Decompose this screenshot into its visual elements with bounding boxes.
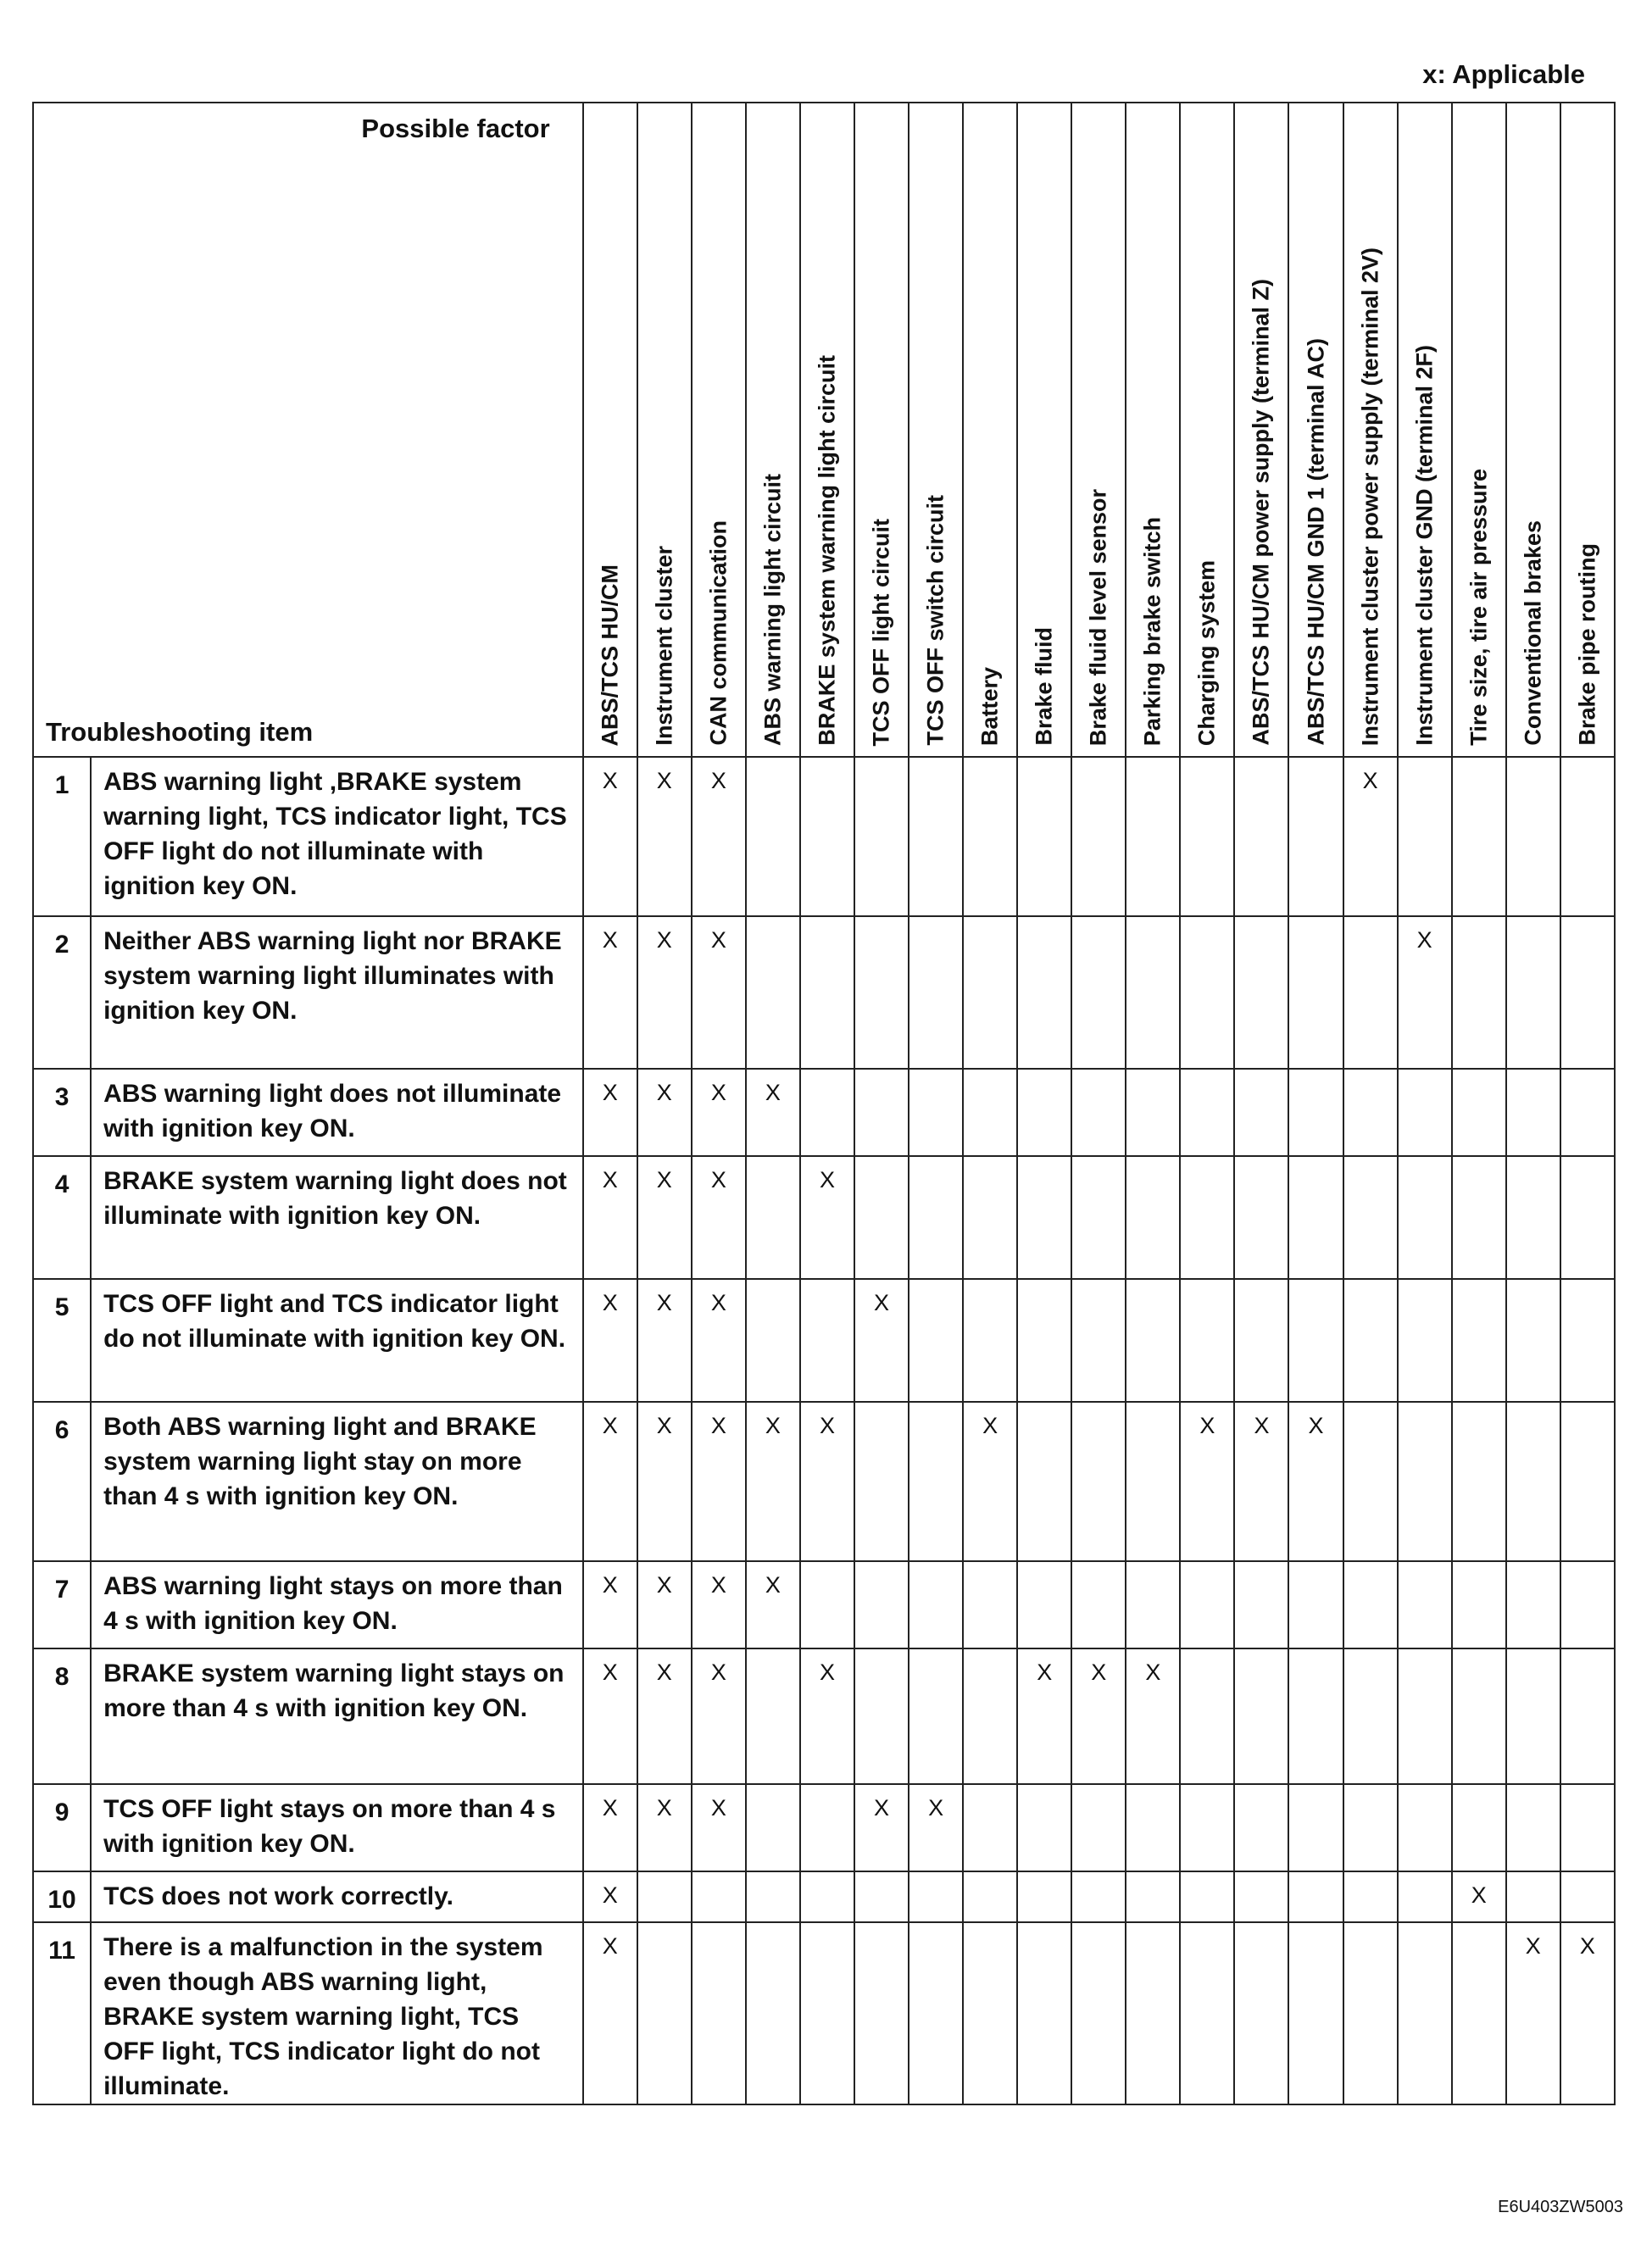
applicable-mark: X: [692, 1784, 746, 1871]
factor-label: ABS/TCS HU/CM: [597, 564, 623, 746]
applicable-mark: X: [746, 1069, 800, 1156]
empty-cell: [963, 1922, 1017, 2104]
row-number: 8: [33, 1648, 91, 1784]
row-description: BRAKE system warning light does not illuminate with ignition key ON.: [91, 1156, 583, 1279]
table-row: [33, 916, 1615, 1069]
factor-label: Instrument cluster power supply (terminal 2V): [1357, 247, 1383, 746]
empty-cell: [1180, 1279, 1234, 1402]
row-number: 2: [33, 916, 91, 1069]
factor-header-10: [1071, 103, 1126, 757]
empty-cell: [1017, 1279, 1071, 1402]
troubleshooting-rows: [33, 757, 1615, 2104]
applicable-mark: X: [637, 1279, 692, 1402]
empty-cell: [746, 1784, 800, 1871]
empty-cell: [1071, 1561, 1126, 1648]
applicable-mark: X: [637, 1156, 692, 1279]
factor-header-6: [854, 103, 909, 757]
applicable-mark: X: [692, 1069, 746, 1156]
legend-text: x: Applicable: [1422, 59, 1585, 89]
empty-cell: [1180, 1784, 1234, 1871]
empty-cell: [1288, 1648, 1343, 1784]
empty-cell: [746, 1279, 800, 1402]
empty-cell: [854, 1069, 909, 1156]
empty-cell: [692, 1871, 746, 1922]
applicable-mark: X: [583, 1871, 637, 1922]
empty-cell: [1071, 1402, 1126, 1561]
row-description: ABS warning light does not illuminate with ignition key ON.: [91, 1069, 583, 1156]
empty-cell: [1071, 916, 1126, 1069]
factor-label: Battery: [976, 666, 1003, 746]
factor-header-15: [1343, 103, 1398, 757]
empty-cell: [1126, 1156, 1180, 1279]
applicable-mark: X: [909, 1784, 963, 1871]
empty-cell: [1017, 1561, 1071, 1648]
applicable-mark: X: [637, 1784, 692, 1871]
applicable-mark: X: [637, 1402, 692, 1561]
applicable-mark: X: [1398, 916, 1452, 1069]
factor-label: CAN communication: [705, 520, 731, 746]
empty-cell: [963, 916, 1017, 1069]
empty-cell: [1343, 1402, 1398, 1561]
factor-label: Instrument cluster: [651, 546, 677, 746]
applicable-mark: X: [692, 916, 746, 1069]
empty-cell: [1017, 1156, 1071, 1279]
troubleshooting-item-label: Troubleshooting item: [46, 717, 314, 747]
empty-cell: [1288, 1561, 1343, 1648]
applicable-mark: X: [1288, 1402, 1343, 1561]
applicable-mark: X: [637, 1648, 692, 1784]
empty-cell: [1017, 1784, 1071, 1871]
empty-cell: [1506, 1069, 1560, 1156]
empty-cell: [1506, 1648, 1560, 1784]
empty-cell: [1560, 1561, 1615, 1648]
empty-cell: [1234, 916, 1288, 1069]
empty-cell: [1180, 916, 1234, 1069]
empty-cell: [1452, 1561, 1506, 1648]
empty-cell: [1288, 757, 1343, 916]
table-row: [33, 1402, 1615, 1561]
empty-cell: [1017, 1871, 1071, 1922]
factor-header-7: [909, 103, 963, 757]
row-description: TCS OFF light stays on more than 4 s with ignition key ON.: [91, 1784, 583, 1871]
empty-cell: [1343, 1156, 1398, 1279]
empty-cell: [909, 1871, 963, 1922]
empty-cell: [1506, 1279, 1560, 1402]
factor-label: Brake fluid level sensor: [1085, 488, 1111, 746]
empty-cell: [1398, 1648, 1452, 1784]
applicable-mark: X: [854, 1784, 909, 1871]
empty-cell: [963, 1648, 1017, 1784]
empty-cell: [1398, 1279, 1452, 1402]
factor-label: Tire size, tire air pressure: [1466, 469, 1492, 746]
factor-header-8: [963, 103, 1017, 757]
troubleshooting-matrix: [32, 102, 1616, 2105]
empty-cell: [1452, 1648, 1506, 1784]
empty-cell: [963, 1784, 1017, 1871]
table-row: [33, 757, 1615, 916]
applicable-mark: X: [637, 1561, 692, 1648]
row-number: 10: [33, 1871, 91, 1922]
applicable-mark: X: [800, 1648, 854, 1784]
empty-cell: [1343, 1871, 1398, 1922]
applicable-mark: X: [1343, 757, 1398, 916]
empty-cell: [1234, 1871, 1288, 1922]
empty-cell: [1234, 1561, 1288, 1648]
empty-cell: [1126, 1784, 1180, 1871]
empty-cell: [1506, 1402, 1560, 1561]
empty-cell: [1017, 1069, 1071, 1156]
factor-header-19: [1560, 103, 1615, 757]
empty-cell: [1452, 1402, 1506, 1561]
applicable-mark: X: [692, 1648, 746, 1784]
empty-cell: [1343, 1922, 1398, 2104]
empty-cell: [1180, 1156, 1234, 1279]
empty-cell: [909, 916, 963, 1069]
applicable-mark: X: [1452, 1871, 1506, 1922]
row-description: Neither ABS warning light nor BRAKE system warning light illuminates with ignition key ON.: [91, 916, 583, 1069]
empty-cell: [1452, 1784, 1506, 1871]
empty-cell: [1343, 916, 1398, 1069]
applicable-mark: X: [583, 1279, 637, 1402]
empty-cell: [909, 1922, 963, 2104]
empty-cell: [1452, 757, 1506, 916]
empty-cell: [1560, 1279, 1615, 1402]
empty-cell: [637, 1871, 692, 1922]
empty-cell: [746, 1648, 800, 1784]
empty-cell: [1071, 757, 1126, 916]
applicable-mark: X: [1506, 1922, 1560, 2104]
empty-cell: [909, 1648, 963, 1784]
factor-label: Charging system: [1193, 559, 1220, 746]
empty-cell: [1506, 1871, 1560, 1922]
row-description: TCS does not work correctly.: [91, 1871, 583, 1922]
header-corner-cell: [33, 103, 583, 757]
empty-cell: [1343, 1561, 1398, 1648]
applicable-mark: X: [746, 1402, 800, 1561]
applicable-mark: X: [583, 916, 637, 1069]
empty-cell: [1288, 1871, 1343, 1922]
empty-cell: [1071, 1156, 1126, 1279]
row-description: ABS warning light stays on more than 4 s with ignition key ON.: [91, 1561, 583, 1648]
applicable-mark: X: [800, 1402, 854, 1561]
empty-cell: [1180, 1561, 1234, 1648]
empty-cell: [1506, 1561, 1560, 1648]
factor-label: BRAKE system warning light circuit: [814, 355, 840, 746]
empty-cell: [1126, 916, 1180, 1069]
row-number: 1: [33, 757, 91, 916]
factor-header-5: [800, 103, 854, 757]
table-row: [33, 1069, 1615, 1156]
empty-cell: [1071, 1784, 1126, 1871]
table-row: [33, 1648, 1615, 1784]
empty-cell: [1180, 1871, 1234, 1922]
factor-label: Instrument cluster GND (terminal 2F): [1411, 345, 1438, 746]
empty-cell: [1452, 1922, 1506, 2104]
row-description: TCS OFF light and TCS indicator light do not illuminate with ignition key ON.: [91, 1279, 583, 1402]
empty-cell: [1288, 1279, 1343, 1402]
empty-cell: [800, 757, 854, 916]
empty-cell: [1126, 1069, 1180, 1156]
row-number: 7: [33, 1561, 91, 1648]
applicable-mark: X: [637, 916, 692, 1069]
empty-cell: [1452, 1279, 1506, 1402]
empty-cell: [800, 1922, 854, 2104]
figure-code: E6U403ZW5003: [1498, 2198, 1623, 2216]
applicable-mark: X: [583, 1561, 637, 1648]
empty-cell: [1234, 757, 1288, 916]
factor-header-18: [1506, 103, 1560, 757]
row-description: BRAKE system warning light stays on more than 4 s with ignition key ON.: [91, 1648, 583, 1784]
table-row: [33, 1784, 1615, 1871]
empty-cell: [1288, 1156, 1343, 1279]
empty-cell: [963, 1156, 1017, 1279]
empty-cell: [800, 1871, 854, 1922]
empty-cell: [854, 1402, 909, 1561]
applicable-mark: X: [637, 1069, 692, 1156]
table-row: [33, 1871, 1615, 1922]
row-number: 5: [33, 1279, 91, 1402]
empty-cell: [1506, 916, 1560, 1069]
applicable-mark: X: [637, 757, 692, 916]
empty-cell: [1126, 1871, 1180, 1922]
empty-cell: [1398, 1402, 1452, 1561]
empty-cell: [1398, 1561, 1452, 1648]
empty-cell: [1126, 1402, 1180, 1561]
empty-cell: [1560, 1156, 1615, 1279]
empty-cell: [1452, 1156, 1506, 1279]
empty-cell: [963, 1871, 1017, 1922]
empty-cell: [909, 1156, 963, 1279]
table-row: [33, 1279, 1615, 1402]
applicable-mark: X: [692, 1279, 746, 1402]
row-number: 6: [33, 1402, 91, 1561]
factor-header-17: [1452, 103, 1506, 757]
applicable-mark: X: [583, 1648, 637, 1784]
empty-cell: [1560, 1402, 1615, 1561]
empty-cell: [1288, 1922, 1343, 2104]
empty-cell: [1234, 1648, 1288, 1784]
empty-cell: [800, 1561, 854, 1648]
applicable-mark: X: [583, 757, 637, 916]
applicable-mark: X: [583, 1784, 637, 1871]
empty-cell: [1343, 1648, 1398, 1784]
factor-header-11: [1126, 103, 1180, 757]
row-description: There is a malfunction in the system even though ABS warning light, BRAKE system warning light, TCS OFF light, TCS indicator light do not illuminate.: [91, 1922, 583, 2104]
empty-cell: [909, 1561, 963, 1648]
empty-cell: [1343, 1784, 1398, 1871]
empty-cell: [746, 757, 800, 916]
empty-cell: [1234, 1156, 1288, 1279]
row-description: ABS warning light ,BRAKE system warning light, TCS indicator light, TCS OFF light do not illuminate with ignition key ON.: [91, 757, 583, 916]
empty-cell: [1017, 1402, 1071, 1561]
factor-label: TCS OFF switch circuit: [922, 495, 948, 746]
factor-header-4: [746, 103, 800, 757]
factor-label: ABS warning light circuit: [759, 473, 786, 746]
empty-cell: [1126, 1561, 1180, 1648]
empty-cell: [1452, 916, 1506, 1069]
empty-cell: [1234, 1279, 1288, 1402]
empty-cell: [1234, 1922, 1288, 2104]
table-row: [33, 1561, 1615, 1648]
empty-cell: [1180, 757, 1234, 916]
empty-cell: [746, 1156, 800, 1279]
empty-cell: [909, 1402, 963, 1561]
factor-header-2: [637, 103, 692, 757]
applicable-mark: X: [746, 1561, 800, 1648]
empty-cell: [692, 1922, 746, 2104]
empty-cell: [1560, 1871, 1615, 1922]
empty-cell: [963, 1069, 1017, 1156]
applicable-mark: X: [1234, 1402, 1288, 1561]
empty-cell: [1398, 1871, 1452, 1922]
empty-cell: [854, 1871, 909, 1922]
empty-cell: [854, 1648, 909, 1784]
empty-cell: [1180, 1069, 1234, 1156]
empty-cell: [854, 1561, 909, 1648]
factor-label: Conventional brakes: [1520, 520, 1546, 746]
factor-header-16: [1398, 103, 1452, 757]
applicable-mark: X: [692, 757, 746, 916]
empty-cell: [1180, 1648, 1234, 1784]
empty-cell: [1560, 916, 1615, 1069]
empty-cell: [746, 1922, 800, 2104]
empty-cell: [746, 1871, 800, 1922]
row-number: 3: [33, 1069, 91, 1156]
table-row: [33, 1156, 1615, 1279]
empty-cell: [746, 916, 800, 1069]
factor-label: Brake pipe routing: [1574, 543, 1600, 746]
empty-cell: [1017, 757, 1071, 916]
table-row: [33, 1922, 1615, 2104]
empty-cell: [800, 1279, 854, 1402]
empty-cell: [1506, 757, 1560, 916]
empty-cell: [1288, 1069, 1343, 1156]
empty-cell: [909, 1279, 963, 1402]
applicable-mark: X: [583, 1156, 637, 1279]
empty-cell: [1017, 1922, 1071, 2104]
applicable-mark: X: [1126, 1648, 1180, 1784]
empty-cell: [1126, 757, 1180, 916]
applicable-mark: X: [1017, 1648, 1071, 1784]
empty-cell: [963, 1561, 1017, 1648]
empty-cell: [1452, 1069, 1506, 1156]
empty-cell: [854, 1156, 909, 1279]
empty-cell: [854, 1922, 909, 2104]
empty-cell: [1126, 1279, 1180, 1402]
applicable-mark: X: [692, 1561, 746, 1648]
applicable-mark: X: [692, 1402, 746, 1561]
empty-cell: [800, 1784, 854, 1871]
applicable-mark: X: [963, 1402, 1017, 1561]
empty-cell: [1506, 1156, 1560, 1279]
empty-cell: [963, 757, 1017, 916]
applicable-mark: X: [1071, 1648, 1126, 1784]
empty-cell: [637, 1922, 692, 2104]
empty-cell: [1398, 1069, 1452, 1156]
empty-cell: [1071, 1069, 1126, 1156]
empty-cell: [1126, 1922, 1180, 2104]
empty-cell: [854, 757, 909, 916]
applicable-mark: X: [1560, 1922, 1615, 2104]
empty-cell: [1506, 1784, 1560, 1871]
empty-cell: [800, 1069, 854, 1156]
applicable-mark: X: [583, 1402, 637, 1561]
factor-header-9: [1017, 103, 1071, 757]
applicable-mark: X: [800, 1156, 854, 1279]
empty-cell: [1234, 1784, 1288, 1871]
applicable-mark: X: [583, 1922, 637, 2104]
factor-header-1: [583, 103, 637, 757]
empty-cell: [909, 757, 963, 916]
empty-cell: [1343, 1279, 1398, 1402]
empty-cell: [1343, 1069, 1398, 1156]
applicable-mark: X: [583, 1069, 637, 1156]
empty-cell: [1560, 1069, 1615, 1156]
possible-factor-label: Possible factor: [361, 114, 550, 143]
empty-cell: [1017, 916, 1071, 1069]
factor-header-3: [692, 103, 746, 757]
factor-header-row: [33, 103, 1615, 757]
row-number: 11: [33, 1922, 91, 2104]
empty-cell: [1560, 1648, 1615, 1784]
row-number: 9: [33, 1784, 91, 1871]
empty-cell: [1180, 1922, 1234, 2104]
applicable-mark: X: [692, 1156, 746, 1279]
empty-cell: [1560, 757, 1615, 916]
applicable-mark: X: [1180, 1402, 1234, 1561]
empty-cell: [1398, 1922, 1452, 2104]
factor-label: TCS OFF light circuit: [868, 518, 894, 746]
empty-cell: [1234, 1069, 1288, 1156]
empty-cell: [1071, 1871, 1126, 1922]
empty-cell: [854, 916, 909, 1069]
empty-cell: [1560, 1784, 1615, 1871]
empty-cell: [1398, 757, 1452, 916]
applicable-mark: X: [854, 1279, 909, 1402]
factor-header-13: [1234, 103, 1288, 757]
factor-label: ABS/TCS HU/CM GND 1 (terminal AC): [1303, 338, 1329, 746]
empty-cell: [909, 1069, 963, 1156]
empty-cell: [1071, 1922, 1126, 2104]
empty-cell: [1288, 1784, 1343, 1871]
row-description: Both ABS warning light and BRAKE system warning light stay on more than 4 s with ignition key ON.: [91, 1402, 583, 1561]
factor-label: ABS/TCS HU/CM power supply (terminal Z): [1248, 279, 1274, 746]
empty-cell: [1398, 1156, 1452, 1279]
empty-cell: [800, 916, 854, 1069]
factor-header-12: [1180, 103, 1234, 757]
factor-label: Parking brake switch: [1139, 516, 1165, 746]
row-number: 4: [33, 1156, 91, 1279]
factor-label: Brake fluid: [1031, 627, 1057, 746]
empty-cell: [963, 1279, 1017, 1402]
empty-cell: [1288, 916, 1343, 1069]
factor-header-14: [1288, 103, 1343, 757]
empty-cell: [1071, 1279, 1126, 1402]
empty-cell: [1398, 1784, 1452, 1871]
